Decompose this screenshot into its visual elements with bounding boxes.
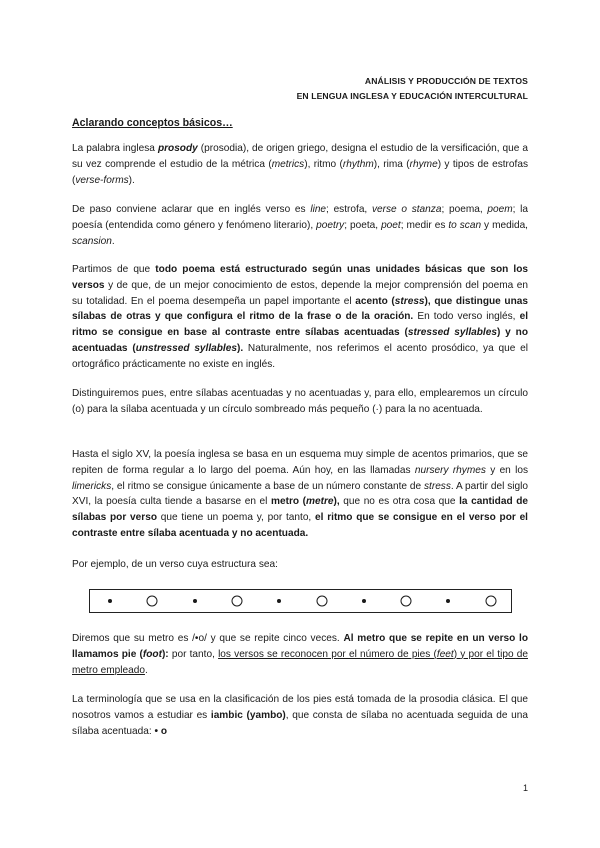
paragraph-iambic: La terminología que se usa en la clasificación de los pies está tomada de la prosodia clásica. El que nosotros vamos a estudiar es iambic (yambo), que consta de sílaba no acentuada seguida de una sílaba acentuada: • o	[72, 694, 528, 737]
unstressed-syllable-dot	[362, 599, 366, 603]
page-number: 1	[522, 783, 528, 793]
unstressed-syllable-dot	[193, 599, 197, 603]
header-line-1: ANÁLISIS Y PRODUCCIÓN DE TEXTOS	[364, 76, 528, 86]
paragraph-prosody: La palabra inglesa prosody (prosodia), de origen griego, designa el estudio de la versificación, que a su vez comprende el estudio de la métrica (metrics), ritmo (rhythm), rima (rhyme) y tipos de estrofas (verse-forms).	[72, 143, 528, 186]
meter-diagram	[89, 589, 512, 613]
section-title: Aclarando conceptos básicos…	[72, 117, 233, 129]
stressed-syllable-circle	[401, 596, 412, 607]
unstressed-syllable-dot	[108, 599, 112, 603]
paragraph-history: Hasta el siglo XV, la poesía inglesa se basa en un esquema muy simple de acentos primarios, que se repiten de forma regular a lo largo del poema. Aún hoy, en las llamadas nursery rhymes y en los limericks, el ritmo se consigue únicamente a base de un número constante de stress. A partir del siglo XVI, la poesía culta tiende a basarse en el metro (metre), que no es otra cosa que la cantidad de sílabas por verso que tiene un poema y, por tanto, el ritmo que se consigue en el verso por el contraste entre sílaba acentuada y no acentuada.	[72, 449, 529, 539]
paragraph-terminology: De paso conviene aclarar que en inglés verso es line; estrofa, verse o stanza; poema, poem; la poesía (entendida como género y fenómeno literario), poetry; poeta, poet; medir es to scan y medida, scansion.	[72, 204, 529, 247]
paragraph-stress: Partimos de que todo poema está estructurado según unas unidades básicas que son los versos y de que, de un mejor conocimiento de estos, depende la mejor comprensión del poema en su totalidad. En el poema desempeña un papel importante el acento (stress), que distingue unas sílabas de otras y que configura el ritmo de la frase o de la oración. En todo verso inglés, el ritmo se consigue en base al contraste entre sílabas acentuadas (stressed syllables) y no acentuadas (unstressed syllables). Naturalmente, nos referimos el acento prosódico, ya que el ortográfico prácticamente no existe en inglés.	[72, 264, 529, 370]
paragraph-foot: Diremos que su metro es /•o/ y que se repite cinco veces. Al metro que se repite en un verso lo llamamos pie (foot): por tanto, los versos se reconocen por el número de pies (feet) y por el tipo de metro empleado.	[72, 633, 529, 676]
paragraph-example-intro: Por ejemplo, de un verso cuya estructura sea:	[72, 559, 278, 570]
document-header	[297, 74, 528, 104]
stressed-syllable-circle	[147, 596, 158, 607]
stressed-syllable-circle	[485, 596, 496, 607]
unstressed-syllable-dot	[277, 599, 281, 603]
paragraph-symbols: Distinguiremos pues, entre sílabas acentuadas y no acentuadas y, para ello, emplearemos un círculo (o) para la sílaba acentuada y un círculo sombreado más pequeño (·) para la no acentuada.	[72, 388, 528, 415]
stressed-syllable-circle	[316, 596, 327, 607]
stressed-syllable-circle	[231, 596, 242, 607]
unstressed-syllable-dot	[446, 599, 450, 603]
header-line-2: EN LENGUA INGLESA Y EDUCACIÓN INTERCULTURAL	[296, 91, 528, 101]
